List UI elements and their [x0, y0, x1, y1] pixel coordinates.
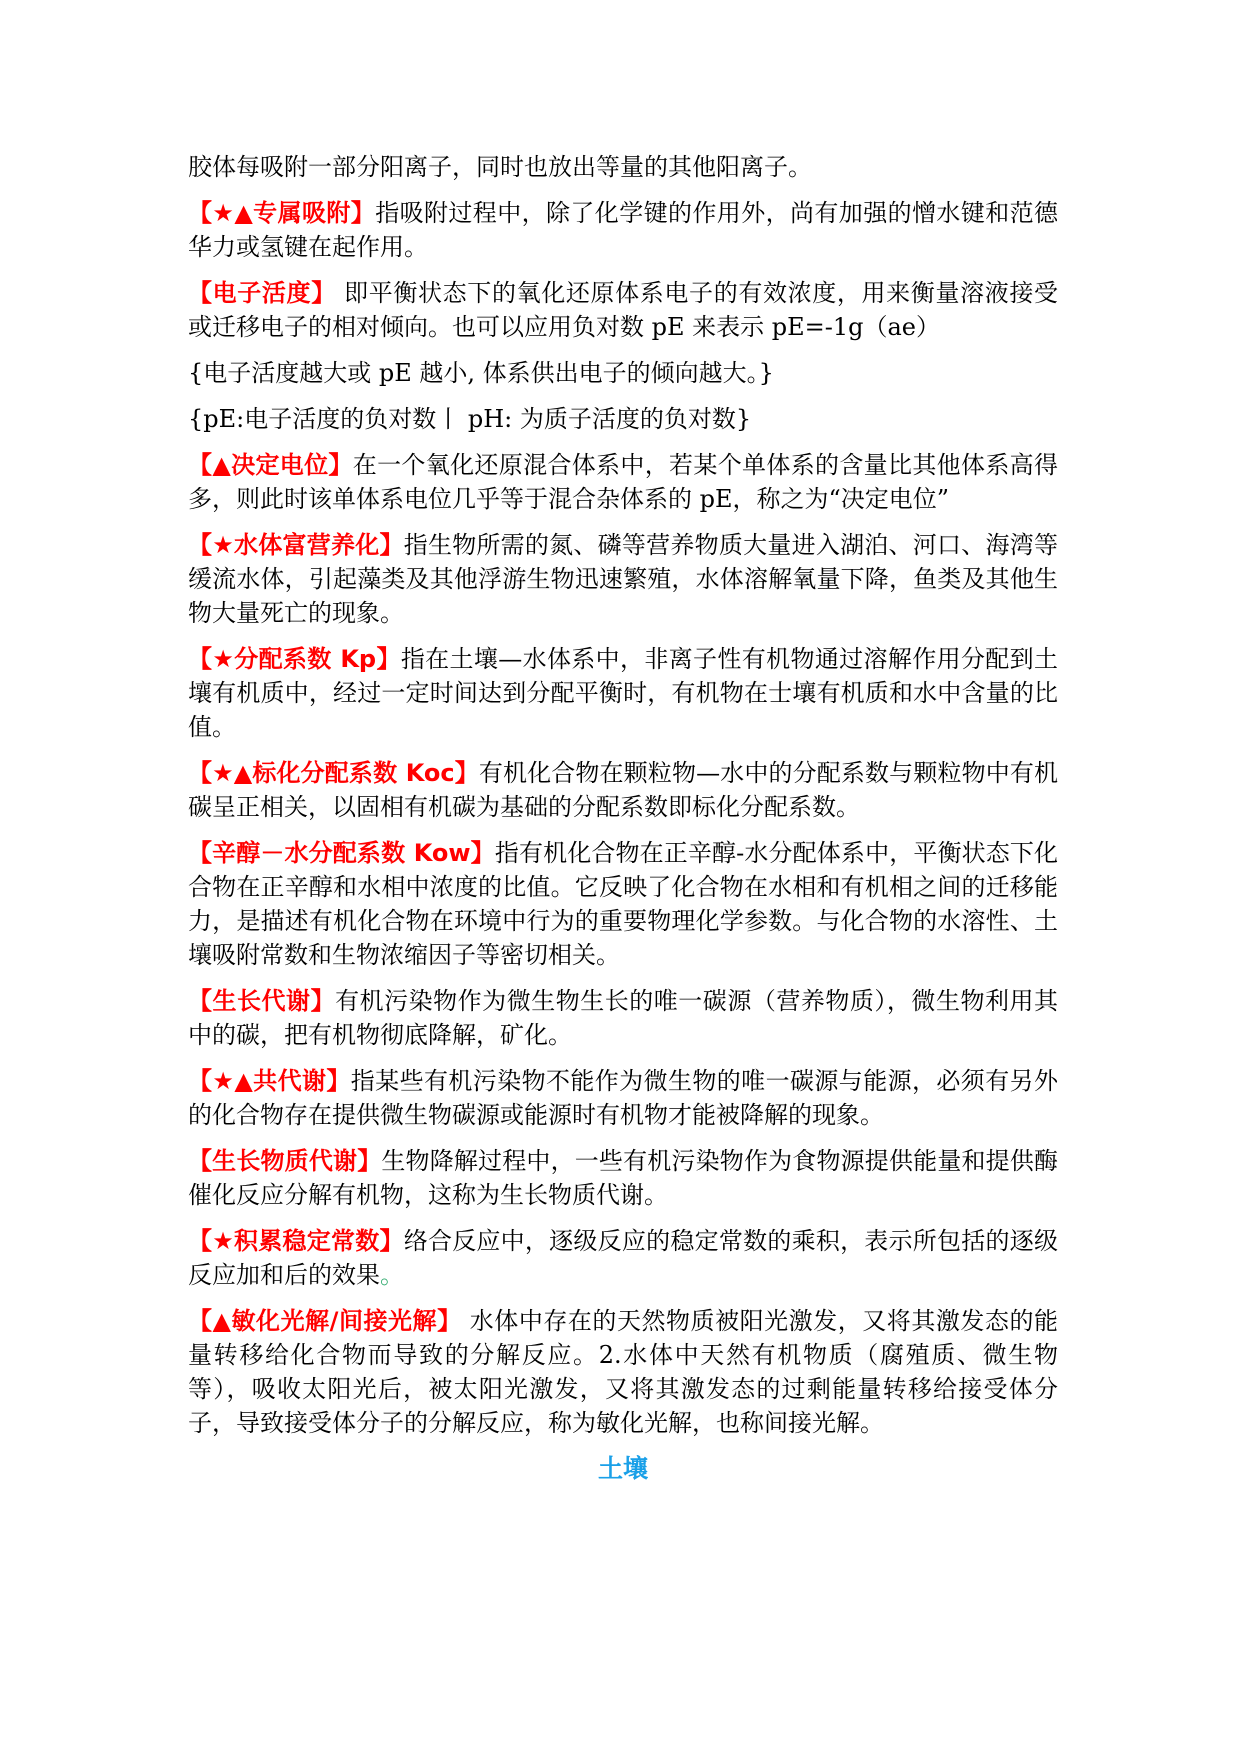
- term-label: 【生长代谢】: [188, 987, 336, 1015]
- definition-text: 指某些有机污染物不能作为微生物的唯一碳源与能源，必须有另外的化合物存在提供微生物碳源或能源时有机物才能被降解的现象。: [188, 1067, 1058, 1129]
- term-label: 【★▲共代谢】: [188, 1067, 351, 1095]
- definition-cometabolism: [188, 1064, 1058, 1132]
- definition-text: 指有机化合物在正辛醇-水分配体系中，平衡状态下化合物在正辛醇和水相中浓度的比值。它反映了化合物在水相和有机相之间的迁移能力，是描述有机化合物在环境中行为的重要物理化学参数。与化合物的水溶性、土壤吸附常数和生物浓缩因子等密切相关。: [188, 839, 1059, 969]
- term-label: 【辛醇－水分配系数 Kow】: [188, 839, 495, 867]
- definition-text: 指生物所需的氮、磷等营养物质大量进入湖泊、河口、海湾等缓流水体，引起藻类及其他浮游生物迅速繁殖，水体溶解氧量下降，鱼类及其他生物大量死亡的现象。: [188, 531, 1059, 627]
- note-text: {pE:电子活度的负对数丨 pH: 为质子活度的负对数}: [188, 405, 752, 433]
- definition-text: 水体中存在的天然物质被阳光激发，又将其激发态的能量转移给化合物而导致的分解反应。2.水体中天然有机物质（腐殖质、微生物等），吸收太阳光后，被太阳光激发，又将其激发态的过剩能量转移给接受体分子，导致接受体分子的分解反应，称为敏化光解，也称间接光解。: [188, 1307, 1058, 1437]
- definition-eutrophication: [188, 528, 1058, 630]
- term-label: 【▲决定电位】: [188, 451, 353, 479]
- definition-text: 即平衡状态下的氧化还原体系电子的有效浓度，用来衡量溶液接受或迁移电子的相对倾向。也可以应用负对数 pE 来表示 pE=-1g（ae）: [188, 279, 1058, 341]
- definition-text: 生物降解过程中，一些有机污染物作为食物源提供能量和提供酶催化反应分解有机物，这称为生长物质代谢。: [188, 1147, 1059, 1209]
- term-label: 【电子活度】: [188, 279, 336, 307]
- term-label: 【▲敏化光解/间接光解】: [188, 1307, 462, 1335]
- note-text: {电子活度越大或 pE 越小, 体系供出电子的倾向越大。}: [188, 359, 774, 387]
- definition-electron-activity: [188, 276, 1058, 344]
- document-body: [188, 150, 1058, 1486]
- definition-cumulative-stability-constant: [188, 1224, 1058, 1292]
- definition-text: 有机化合物在颗粒物—水中的分配系数与颗粒物中有机碳呈正相关，以固相有机碳为基础的分配系数即标化分配系数。: [188, 759, 1058, 821]
- section-heading-soil: 土壤: [597, 1454, 648, 1483]
- definition-decisive-potential: [188, 448, 1058, 516]
- definition-text: 指吸附过程中，除了化学键的作用外，尚有加强的憎水键和范德华力或氢键在起作用。: [188, 199, 1058, 261]
- term-label: 【★水体富营养化】: [188, 531, 404, 559]
- definition-koc: [188, 756, 1058, 824]
- definition-growth-metabolism: [188, 984, 1058, 1052]
- definition-text: 有机污染物作为微生物生长的唯一碳源（营养物质），微生物利用其中的碳，把有机物彻底降解，矿化。: [188, 987, 1059, 1049]
- paragraph-text: 胶体每吸附一部分阳离子，同时也放出等量的其他阳离子。: [188, 153, 812, 181]
- note-electron-activity: [188, 356, 1058, 390]
- definition-growth-substance-metabolism: [188, 1144, 1058, 1212]
- green-period: 。: [380, 1261, 404, 1289]
- definition-text: 络合反应中，逐级反应的稳定常数的乘积，表示所包括的逐级反应加和后的效果: [188, 1227, 1059, 1289]
- term-label: 【★▲标化分配系数 Koc】: [188, 759, 479, 787]
- definition-text: 在一个氧化还原混合体系中，若某个单体系的含量比其他体系高得多，则此时该单体系电位几乎等于混合杂体系的 pE，称之为“决定电位”: [188, 451, 1058, 513]
- note-pe-ph: [188, 402, 1058, 436]
- definition-kow: [188, 836, 1058, 972]
- definition-sensitized-photolysis: [188, 1304, 1058, 1440]
- definition-kp: [188, 642, 1058, 744]
- definition-text: 指在土壤—水体系中，非离子性有机物通过溶解作用分配到土壤有机质中，经过一定时间达到分配平衡时，有机物在士壤有机质和水中含量的比值。: [188, 645, 1058, 741]
- paragraph-intro: [188, 150, 1058, 184]
- term-label: 【生长物质代谢】: [188, 1147, 382, 1175]
- term-label: 【★▲专属吸附】: [188, 199, 376, 227]
- term-label: 【★分配系数 Kp】: [188, 645, 401, 673]
- term-label: 【★积累稳定常数】: [188, 1227, 404, 1255]
- definition-specific-adsorption: [188, 196, 1058, 264]
